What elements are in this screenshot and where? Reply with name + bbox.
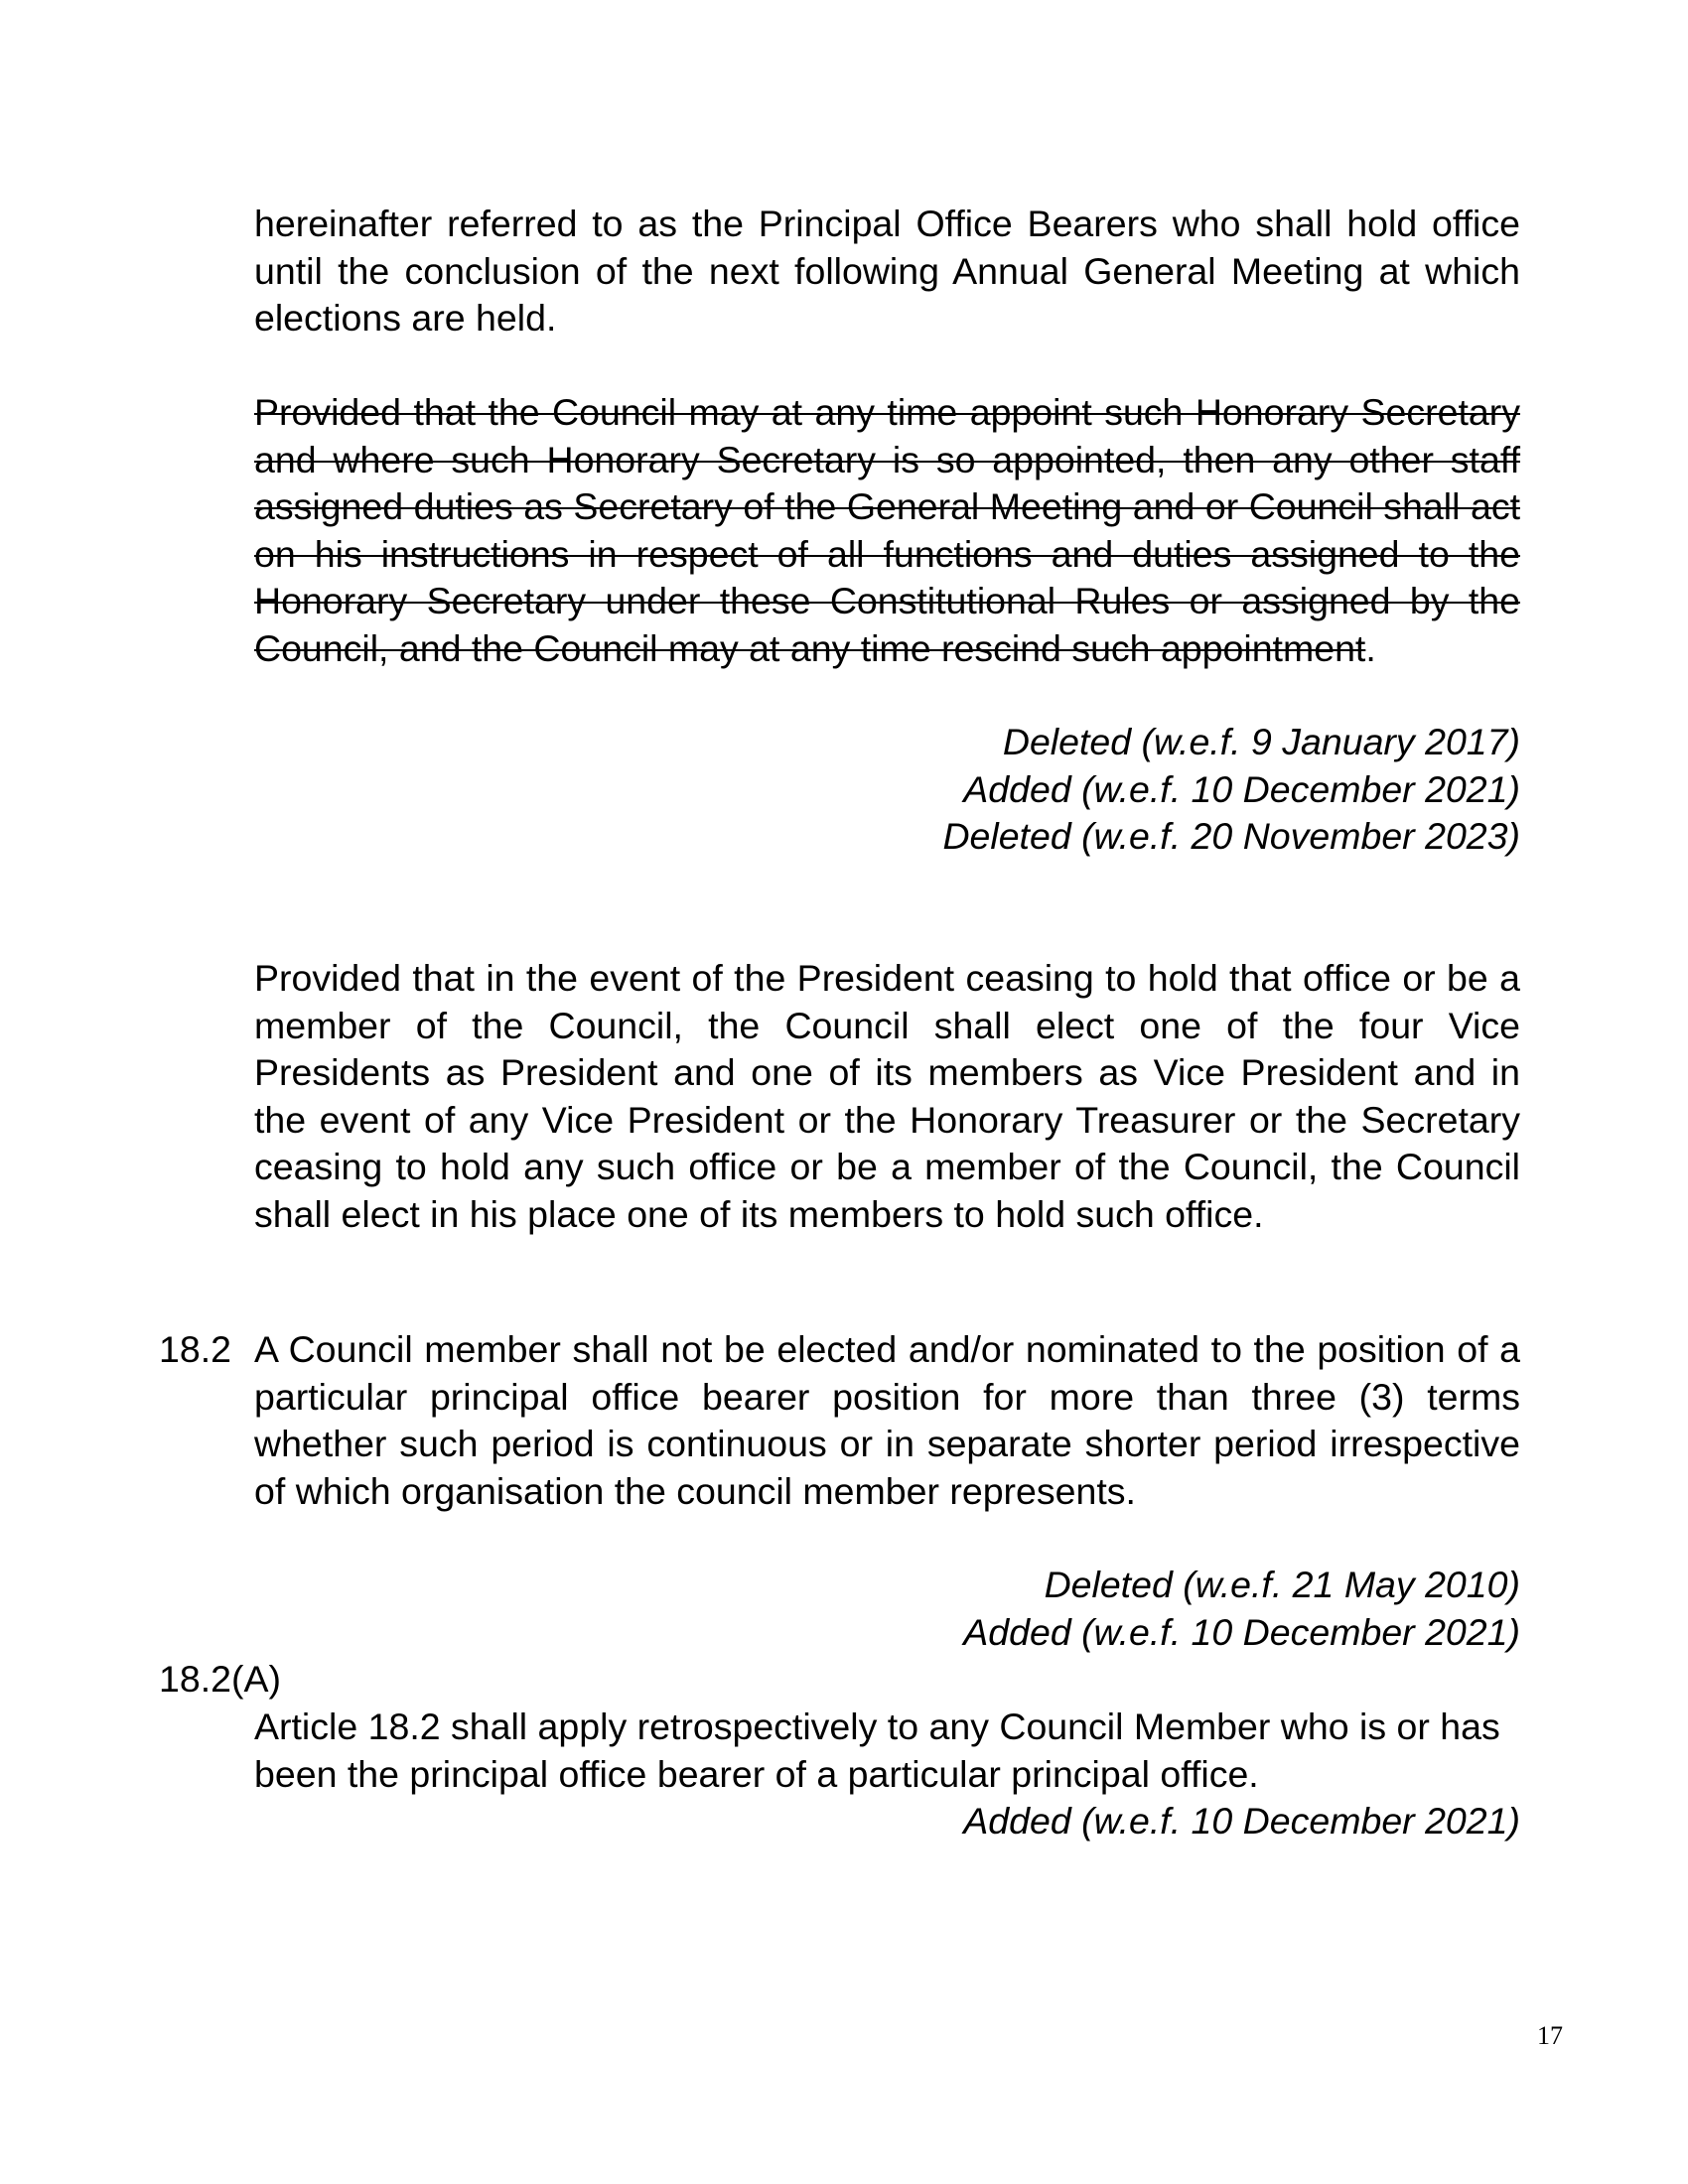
clause-18-2-text: A Council member shall not be elected and/or nominated to the position of a particular principal office bearer position for more than three (3) terms whether such period is continuous or in separate shorter period irrespective of which organisation the council member represents. bbox=[254, 1328, 1520, 1512]
amendment-notes-1 bbox=[254, 719, 1520, 861]
clause-18-2A-text: Article 18.2 shall apply retrospectively to any Council Member who is or has been the principal office bearer of a particular principal office. bbox=[254, 1706, 1500, 1795]
clause-18-2-number: 18.2 bbox=[159, 1328, 231, 1370]
struck-proviso-period: . bbox=[1365, 626, 1376, 669]
amendment-note: Added (w.e.f. 10 December 2021) bbox=[963, 767, 1520, 810]
struck-proviso-text: Provided that the Council may at any time appoint such Honorary Secretary and where such Honorary Secretary is so appointed, then any other staff assigned duties as Secretary of the General Meeting and or Council shall act on his instructions in respect of all functions and duties assigned to the Honorary Secretary under these Constitutional Rules or assigned by the Council, and the Council may at any time rescind such appointment bbox=[254, 391, 1520, 669]
intro-paragraph: hereinafter referred to as the Principal Office Bearers who shall hold office until the conclusion of the next following Annual General Meeting at which elections are held. bbox=[254, 203, 1520, 339]
president-proviso-paragraph: Provided that in the event of the President ceasing to hold that office or be a member of the Council, the Council shall elect one of the four Vice Presidents as President and one of its members as Vice President and in the event of any Vice President or the Honorary Treasurer or the Secretary ceasing to hold any such office or be a member of the Council, the Council shall elect in his place one of its members to hold such office. bbox=[254, 957, 1520, 1235]
clause-18-2A-notes bbox=[254, 1798, 1520, 1845]
clause-18-2A-number: 18.2(A) bbox=[159, 1658, 281, 1700]
clause-18-2-notes bbox=[254, 1562, 1520, 1656]
struck-proviso-paragraph bbox=[254, 389, 1520, 672]
amendment-note: Deleted (w.e.f. 21 May 2010) bbox=[1044, 1564, 1520, 1605]
amendment-note: Deleted (w.e.f. 20 November 2023) bbox=[942, 815, 1520, 857]
page-number: 17 bbox=[1537, 2021, 1563, 2050]
amendment-note: Added (w.e.f. 10 December 2021) bbox=[963, 1610, 1520, 1653]
amendment-note: Added (w.e.f. 10 December 2021) bbox=[963, 1800, 1520, 1842]
amendment-note: Deleted (w.e.f. 9 January 2017) bbox=[1002, 721, 1520, 762]
